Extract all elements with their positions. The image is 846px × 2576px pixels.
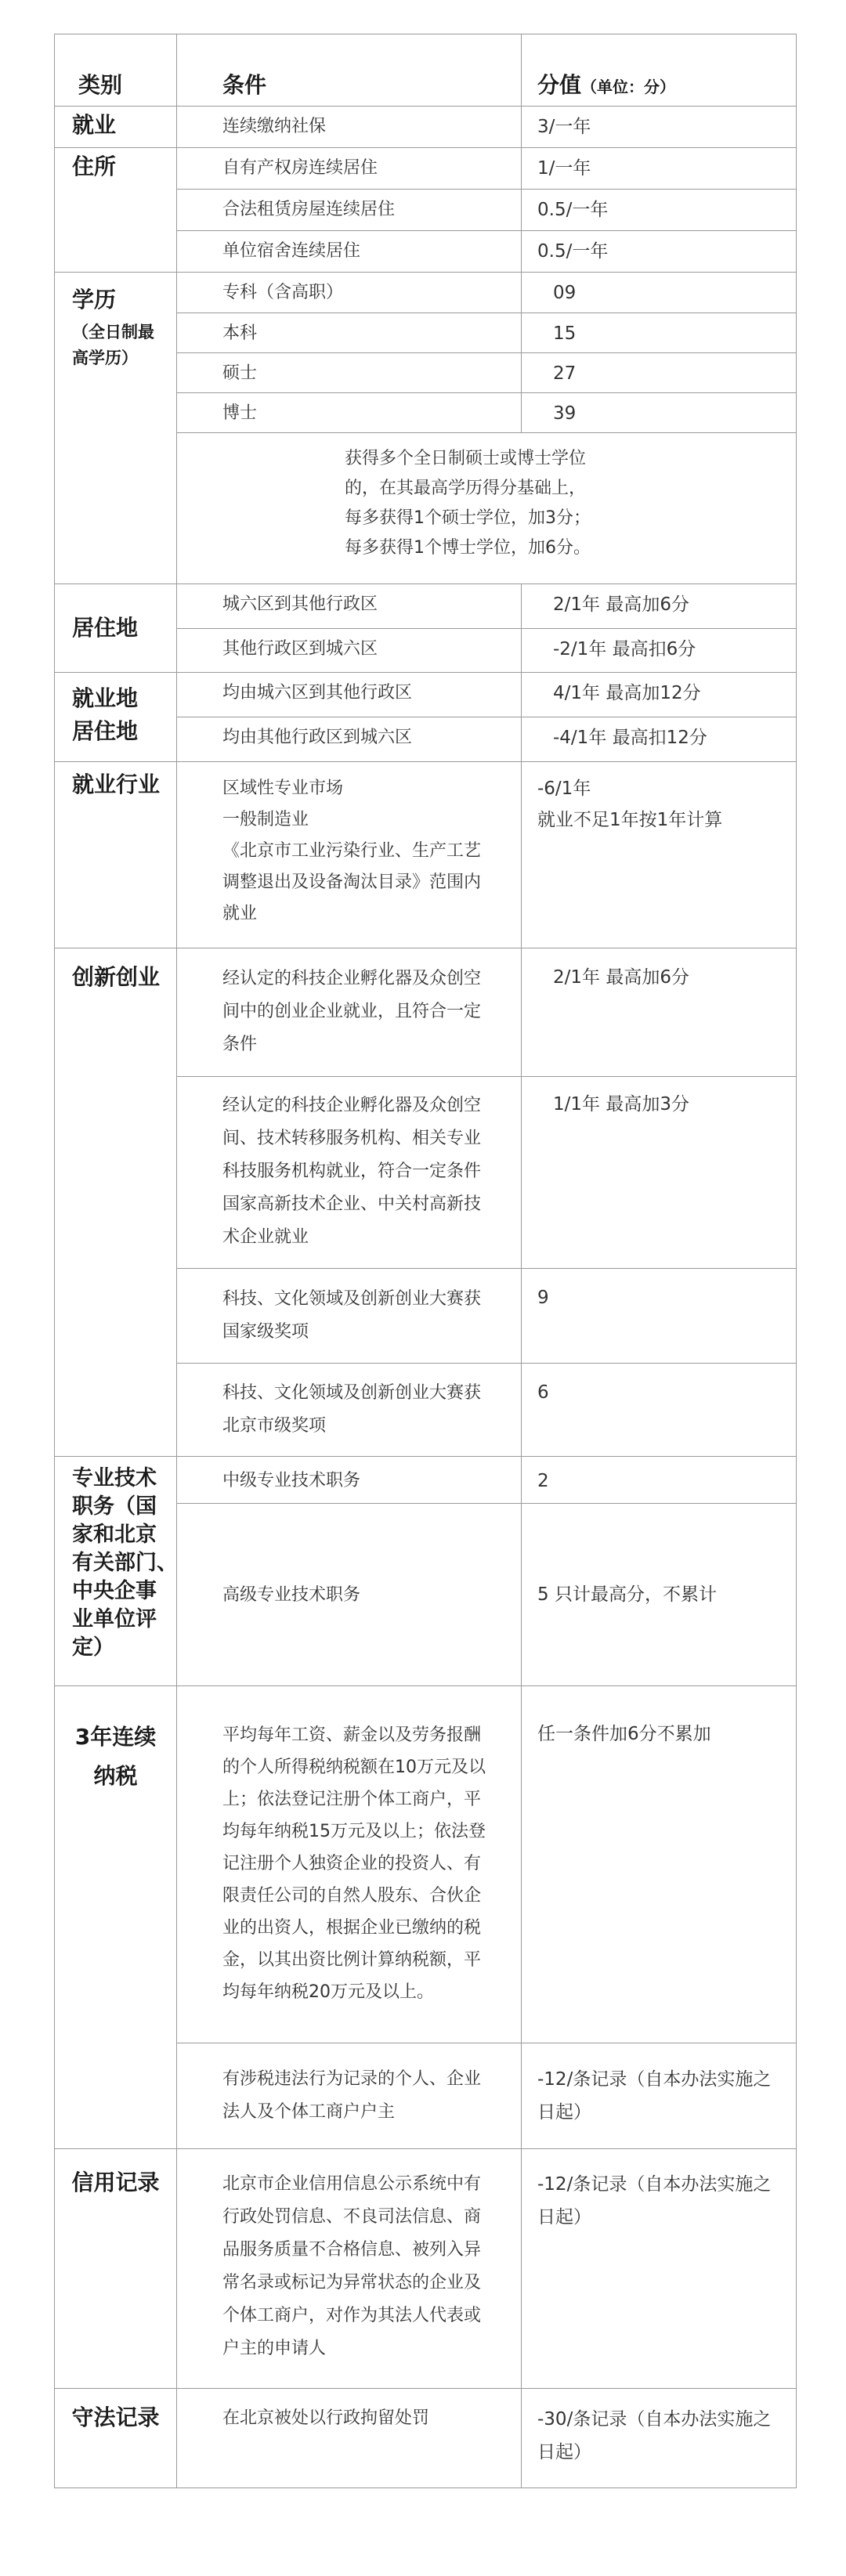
condition-cell: 均由其他行政区到城六区 bbox=[177, 717, 522, 762]
category-line: 专业技术 bbox=[72, 1466, 157, 1490]
condition-line: 限责任公司的自然人股东、合伙企 bbox=[222, 1886, 482, 1906]
table-row bbox=[55, 1686, 797, 2043]
condition-cell bbox=[177, 2043, 522, 2149]
header-score-label: 分值 bbox=[537, 72, 582, 98]
condition-line: 法人及个体工商户户主 bbox=[222, 2102, 396, 2122]
score-cell: 0.5/一年 bbox=[522, 231, 797, 273]
score-line: 日起） bbox=[537, 2102, 591, 2123]
condition-cell: 博士 bbox=[177, 393, 522, 433]
score-cell: -4/1年 最高扣12分 bbox=[522, 717, 797, 762]
condition-line: 金，以其出资比例计算纳税额，平 bbox=[222, 1950, 482, 1970]
category-living-area: 居住地 bbox=[55, 584, 177, 673]
category-professional bbox=[55, 1457, 177, 1686]
header-score bbox=[522, 34, 797, 107]
category-line: 职务（国 bbox=[72, 1494, 157, 1519]
score-cell: 任一条件加6分不累加 bbox=[522, 1686, 797, 2043]
condition-line: 北京市级奖项 bbox=[222, 1416, 327, 1436]
table-header-row bbox=[55, 34, 797, 107]
score-cell: 2/1年 最高加6分 bbox=[522, 948, 797, 1077]
condition-cell: 合法租赁房屋连续居住 bbox=[177, 190, 522, 231]
condition-line: 均每年纳税20万元及以上。 bbox=[222, 1982, 434, 2002]
score-cell: 39 bbox=[522, 393, 797, 433]
score-line: 日起） bbox=[537, 2442, 591, 2462]
education-note bbox=[177, 433, 797, 584]
points-table bbox=[54, 34, 797, 2488]
score-cell: 9 bbox=[522, 1269, 797, 1364]
score-cell: 09 bbox=[522, 273, 797, 313]
score-cell: 5 只计最高分，不累计 bbox=[522, 1504, 797, 1686]
condition-cell: 均由城六区到其他行政区 bbox=[177, 673, 522, 717]
category-line: 业单位评 bbox=[72, 1607, 157, 1631]
table-row bbox=[55, 584, 797, 629]
condition-line: 经认定的科技企业孵化器及众创空 bbox=[222, 1096, 482, 1115]
table-row bbox=[55, 673, 797, 717]
education-note-line: 每多获得1个博士学位，加6分。 bbox=[345, 538, 591, 558]
condition-line: 上；依法登记注册个体工商户，平 bbox=[222, 1790, 482, 1809]
education-note-line: 获得多个全日制硕士或博士学位 bbox=[345, 449, 587, 468]
category-line: 家和北京 bbox=[72, 1523, 157, 1547]
category-law: 守法记录 bbox=[55, 2389, 177, 2488]
condition-line: 北京市企业信用信息公示系统中有 bbox=[222, 2174, 482, 2194]
condition-cell: 专科（含高职） bbox=[177, 273, 522, 313]
condition-line: 术企业就业 bbox=[222, 1227, 309, 1247]
condition-cell bbox=[177, 1269, 522, 1364]
table-row bbox=[55, 762, 797, 948]
condition-cell: 本科 bbox=[177, 313, 522, 353]
category-innovation: 创新创业 bbox=[55, 948, 177, 1457]
table-row bbox=[55, 2389, 797, 2488]
score-cell bbox=[522, 2043, 797, 2149]
condition-cell: 高级专业技术职务 bbox=[177, 1504, 522, 1686]
score-line: 就业不足1年按1年计算 bbox=[537, 810, 723, 830]
condition-cell bbox=[177, 1364, 522, 1457]
condition-cell: 其他行政区到城六区 bbox=[177, 629, 522, 673]
category-line: 定） bbox=[72, 1635, 114, 1660]
score-cell: -2/1年 最高扣6分 bbox=[522, 629, 797, 673]
condition-cell: 在北京被处以行政拘留处罚 bbox=[177, 2389, 522, 2488]
score-cell: 27 bbox=[522, 353, 797, 393]
condition-line: 《北京市工业污染行业、生产工艺 bbox=[222, 841, 482, 861]
table-row bbox=[55, 107, 797, 148]
table-row bbox=[55, 148, 797, 190]
condition-line: 有涉税违法行为记录的个人、企业 bbox=[222, 2069, 482, 2089]
category-work-living-area bbox=[55, 673, 177, 762]
table-row bbox=[55, 2149, 797, 2389]
condition-line: 均每年纳税15万元及以上；依法登 bbox=[222, 1822, 486, 1841]
condition-line: 调整退出及设备淘汰目录》范围内 bbox=[222, 873, 482, 892]
condition-line: 常名录或标记为异常状态的企业及 bbox=[222, 2273, 482, 2292]
table-row bbox=[55, 948, 797, 1077]
education-note-line: 的，在其最高学历得分基础上， bbox=[345, 479, 587, 498]
header-category: 类别 bbox=[55, 34, 177, 107]
condition-line: 科技服务机构就业，符合一定条件 bbox=[222, 1162, 482, 1181]
condition-cell bbox=[177, 1686, 522, 2043]
category-tax bbox=[55, 1686, 177, 2149]
category-line: 纳税 bbox=[93, 1763, 138, 1789]
score-line: 日起） bbox=[537, 2207, 591, 2227]
category-education-sub: （全日制最高学历） bbox=[72, 323, 154, 367]
score-cell bbox=[522, 2389, 797, 2488]
condition-line: 行政处罚信息、不良司法信息、商 bbox=[222, 2207, 482, 2227]
condition-cell: 中级专业技术职务 bbox=[177, 1457, 522, 1504]
condition-line: 国家级奖项 bbox=[222, 1322, 309, 1342]
score-cell: 0.5/一年 bbox=[522, 190, 797, 231]
condition-line: 条件 bbox=[222, 1035, 258, 1054]
score-line: -30/条记录（自本办法实施之 bbox=[537, 2409, 772, 2430]
score-cell: 15 bbox=[522, 313, 797, 353]
condition-line: 个体工商户，对作为其法人代表或 bbox=[222, 2306, 482, 2325]
condition-line: 户主的申请人 bbox=[222, 2339, 327, 2358]
category-credit: 信用记录 bbox=[55, 2149, 177, 2389]
score-cell bbox=[522, 2149, 797, 2389]
score-line: -6/1年 bbox=[537, 779, 591, 799]
condition-cell: 单位宿舍连续居住 bbox=[177, 231, 522, 273]
condition-cell bbox=[177, 1077, 522, 1269]
condition-line: 经认定的科技企业孵化器及众创空 bbox=[222, 969, 482, 988]
condition-line: 业的出资人，根据企业已缴纳的税 bbox=[222, 1918, 482, 1938]
condition-line: 的个人所得税纳税额在10万元及以 bbox=[222, 1758, 486, 1777]
condition-line: 一般制造业 bbox=[222, 810, 309, 829]
condition-line: 间中的创业企业就业，且符合一定 bbox=[222, 1002, 482, 1021]
category-residence: 住所 bbox=[55, 148, 177, 273]
condition-line: 科技、文化领域及创新创业大赛获 bbox=[222, 1289, 482, 1309]
header-score-unit: （单位：分） bbox=[581, 78, 676, 96]
score-cell: 1/一年 bbox=[522, 148, 797, 190]
condition-cell bbox=[177, 2149, 522, 2389]
score-cell: 2 bbox=[522, 1457, 797, 1504]
category-education-label: 学历 bbox=[72, 287, 117, 313]
condition-cell: 硕士 bbox=[177, 353, 522, 393]
score-cell: 1/1年 最高加3分 bbox=[522, 1077, 797, 1269]
score-line: -12/条记录（自本办法实施之 bbox=[537, 2174, 772, 2195]
education-note-line: 每多获得1个硕士学位，加3分； bbox=[345, 508, 591, 528]
category-industry: 就业行业 bbox=[55, 762, 177, 948]
score-cell bbox=[522, 762, 797, 948]
category-line: 3年连续 bbox=[74, 1724, 157, 1750]
category-education bbox=[55, 273, 177, 584]
table-row bbox=[55, 1457, 797, 1504]
condition-line: 就业 bbox=[222, 904, 258, 923]
condition-line: 间、技术转移服务机构、相关专业 bbox=[222, 1129, 482, 1148]
category-line: 有关部门、 bbox=[72, 1551, 178, 1575]
score-cell: 6 bbox=[522, 1364, 797, 1457]
condition-line: 平均每年工资、薪金以及劳务报酬 bbox=[222, 1725, 482, 1745]
category-employment: 就业 bbox=[55, 107, 177, 148]
table-row bbox=[55, 273, 797, 313]
condition-cell: 城六区到其他行政区 bbox=[177, 584, 522, 629]
condition-cell bbox=[177, 948, 522, 1077]
condition-line: 区域性专业市场 bbox=[222, 779, 344, 798]
condition-cell: 自有产权房连续居住 bbox=[177, 148, 522, 190]
score-cell: 4/1年 最高加12分 bbox=[522, 673, 797, 717]
score-line: -12/条记录（自本办法实施之 bbox=[537, 2069, 772, 2090]
header-condition: 条件 bbox=[177, 34, 522, 107]
condition-line: 科技、文化领域及创新创业大赛获 bbox=[222, 1383, 482, 1403]
category-work-living-area-label: 就业地居住地 bbox=[72, 685, 139, 744]
condition-line: 记注册个人独资企业的投资人、有 bbox=[222, 1854, 482, 1873]
score-cell: 2/1年 最高加6分 bbox=[522, 584, 797, 629]
condition-cell bbox=[177, 762, 522, 948]
category-line: 中央企事 bbox=[72, 1579, 157, 1603]
score-cell: 3/一年 bbox=[522, 107, 797, 148]
condition-line: 国家高新技术企业、中关村高新技 bbox=[222, 1194, 482, 1214]
condition-cell: 连续缴纳社保 bbox=[177, 107, 522, 148]
condition-line: 品服务质量不合格信息、被列入异 bbox=[222, 2240, 482, 2260]
